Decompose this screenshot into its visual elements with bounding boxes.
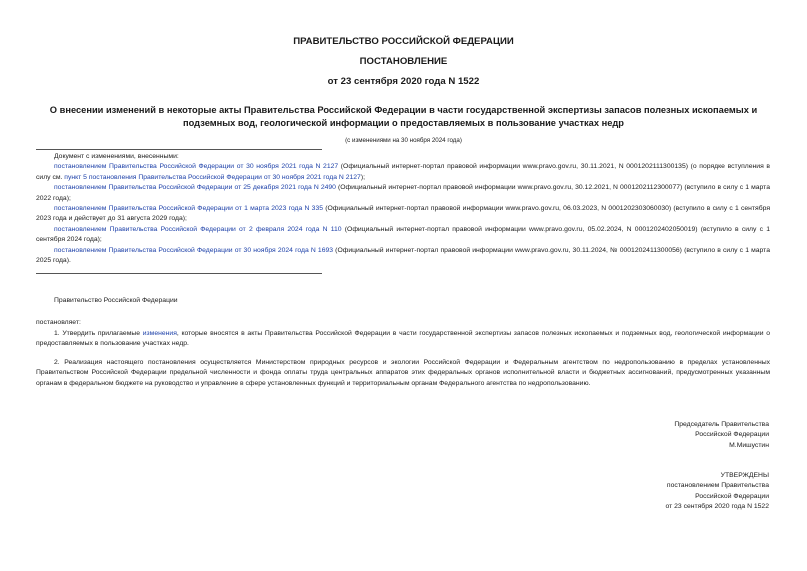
- amendment-link[interactable]: постановлением Правительства Российской Федерации от 25 декабря 2021 года N 2490: [54, 184, 336, 192]
- doc-type-heading: ПОСТАНОВЛЕНИЕ: [359, 56, 448, 67]
- revision-note: (с изменениями на 30 ноября 2024 года): [345, 137, 462, 144]
- issuer-line: Правительство Российской Федерации: [54, 297, 178, 304]
- amendment-link[interactable]: постановлением Правительства Российской Федерации от 2 февраля 2024 года N 110: [54, 225, 342, 233]
- approval-block: [666, 471, 770, 513]
- approval-stamp: УТВЕРЖДЕНЫ: [720, 472, 769, 479]
- bottom-divider: [36, 273, 322, 274]
- changes-link[interactable]: изменения: [142, 330, 177, 337]
- top-divider: [36, 149, 322, 150]
- amendment-item: постановлением Правительства Российской Федерации от 25 декабря 2021 года N 2490 (Официальный интернет-портал правовой информации www.pravo.gov.ru, 30.12.2021, N 0001202112300077) (вступило в силу с 1 марта 2022 года);: [36, 184, 770, 202]
- amendment-item: постановлением Правительства Российской Федерации от 30 ноября 2024 года N 1693 (Официальный интернет-портал правовой информации www.pravo.gov.ru, 30.11.2024, № 0001202411300056) (вступило в силу с 1 марта 2025 года).: [36, 246, 770, 265]
- government-heading: ПРАВИТЕЛЬСТВО РОССИЙСКОЙ ФЕДЕРАЦИИ: [293, 36, 514, 47]
- document-title: О внесении изменений в некоторые акты Правительства Российской Федерации в части государственной экспертизы запасов полезных ископаемых и подземных вод, геологической информации о предоставляемых в пользование участках недр: [49, 105, 758, 128]
- amendment-link[interactable]: постановлением Правительства Российской Федерации от 30 ноября 2024 года N 1693: [54, 246, 334, 254]
- amendments-list: [36, 152, 770, 266]
- signature-org: Российской Федерации: [695, 431, 769, 439]
- signature-block: [674, 420, 769, 451]
- approval-date: от 23 сентября 2020 года N 1522: [665, 503, 769, 511]
- date-number-heading: от 23 сентября 2020 года N 1522: [327, 76, 480, 87]
- amendment-link[interactable]: постановлением Правительства Российской Федерации от 1 марта 2023 года N 335: [54, 205, 324, 213]
- signature-name: М.Мишустин: [729, 441, 769, 449]
- paragraph-1: 1. Утвердить прилагаемые изменения, которые вносятся в акты Правительства Российской Федерации в части государственной экспертизы запасов полезных ископаемых и подземных вод, геологической информации о предоставляемых в пользование участках недр.: [36, 330, 770, 348]
- amendment-point-link[interactable]: пункт 5 постановления Правительства Российской Федерации от 30 ноября 2021 года N 2127: [64, 173, 361, 181]
- amendment-item: постановлением Правительства Российской Федерации от 1 марта 2023 года N 335 (Официальный интернет-портал правовой информации www.pravo.gov.ru, 06.03.2023, N 0001202303060030) (вступило в силу с 1 сентября 2023 года и действует до 31 августа 2029 года);: [36, 205, 770, 223]
- amendment-item: постановлением Правительства Российской Федерации от 2 февраля 2024 года N 110 (Официальный интернет-портал правовой информации www.pravo.gov.ru, 05.02.2024, N 0001202402050019) (вступило в силу с 1 сентября 2024 года);: [36, 225, 770, 244]
- signature-title: Председатель Правительства: [674, 421, 769, 428]
- resolves-line: постановляет:: [36, 319, 81, 326]
- approval-by: постановлением Правительства: [666, 482, 769, 490]
- paragraph-2: 2. Реализация настоящего постановления осуществляется Министерством природных ресурсов и экологии Российской Федерации и Федеральным агентством по недропользованию в пределах установленных Правительством Российской Федерации предельной численности и фонда оплаты труда центральных аппаратов этих федеральных органов исполнительной власти и бюджетных ассигнований, предусмотренных указанным органам в федеральном бюджете на руководство и управление в сфере установленных функций и территориальным органам Федерального агентства по недропользованию.: [36, 359, 770, 387]
- amendments-intro: Документ с изменениями, внесенными:: [54, 153, 179, 160]
- amendment-link[interactable]: постановлением Правительства Российской Федерации от 30 ноября 2021 года N 2127: [54, 163, 339, 171]
- amendment-item: постановлением Правительства Российской Федерации от 30 ноября 2021 года N 2127 (Официальный интернет-портал правовой информации www.pravo.gov.ru, 30.11.2021, N 0001202111300135) (о порядке вступления в силу см. пункт 5 постановления Правительства Российской Федерации от 30 ноября 2021 года N 2127);: [36, 163, 770, 181]
- approval-org: Российской Федерации: [695, 492, 769, 500]
